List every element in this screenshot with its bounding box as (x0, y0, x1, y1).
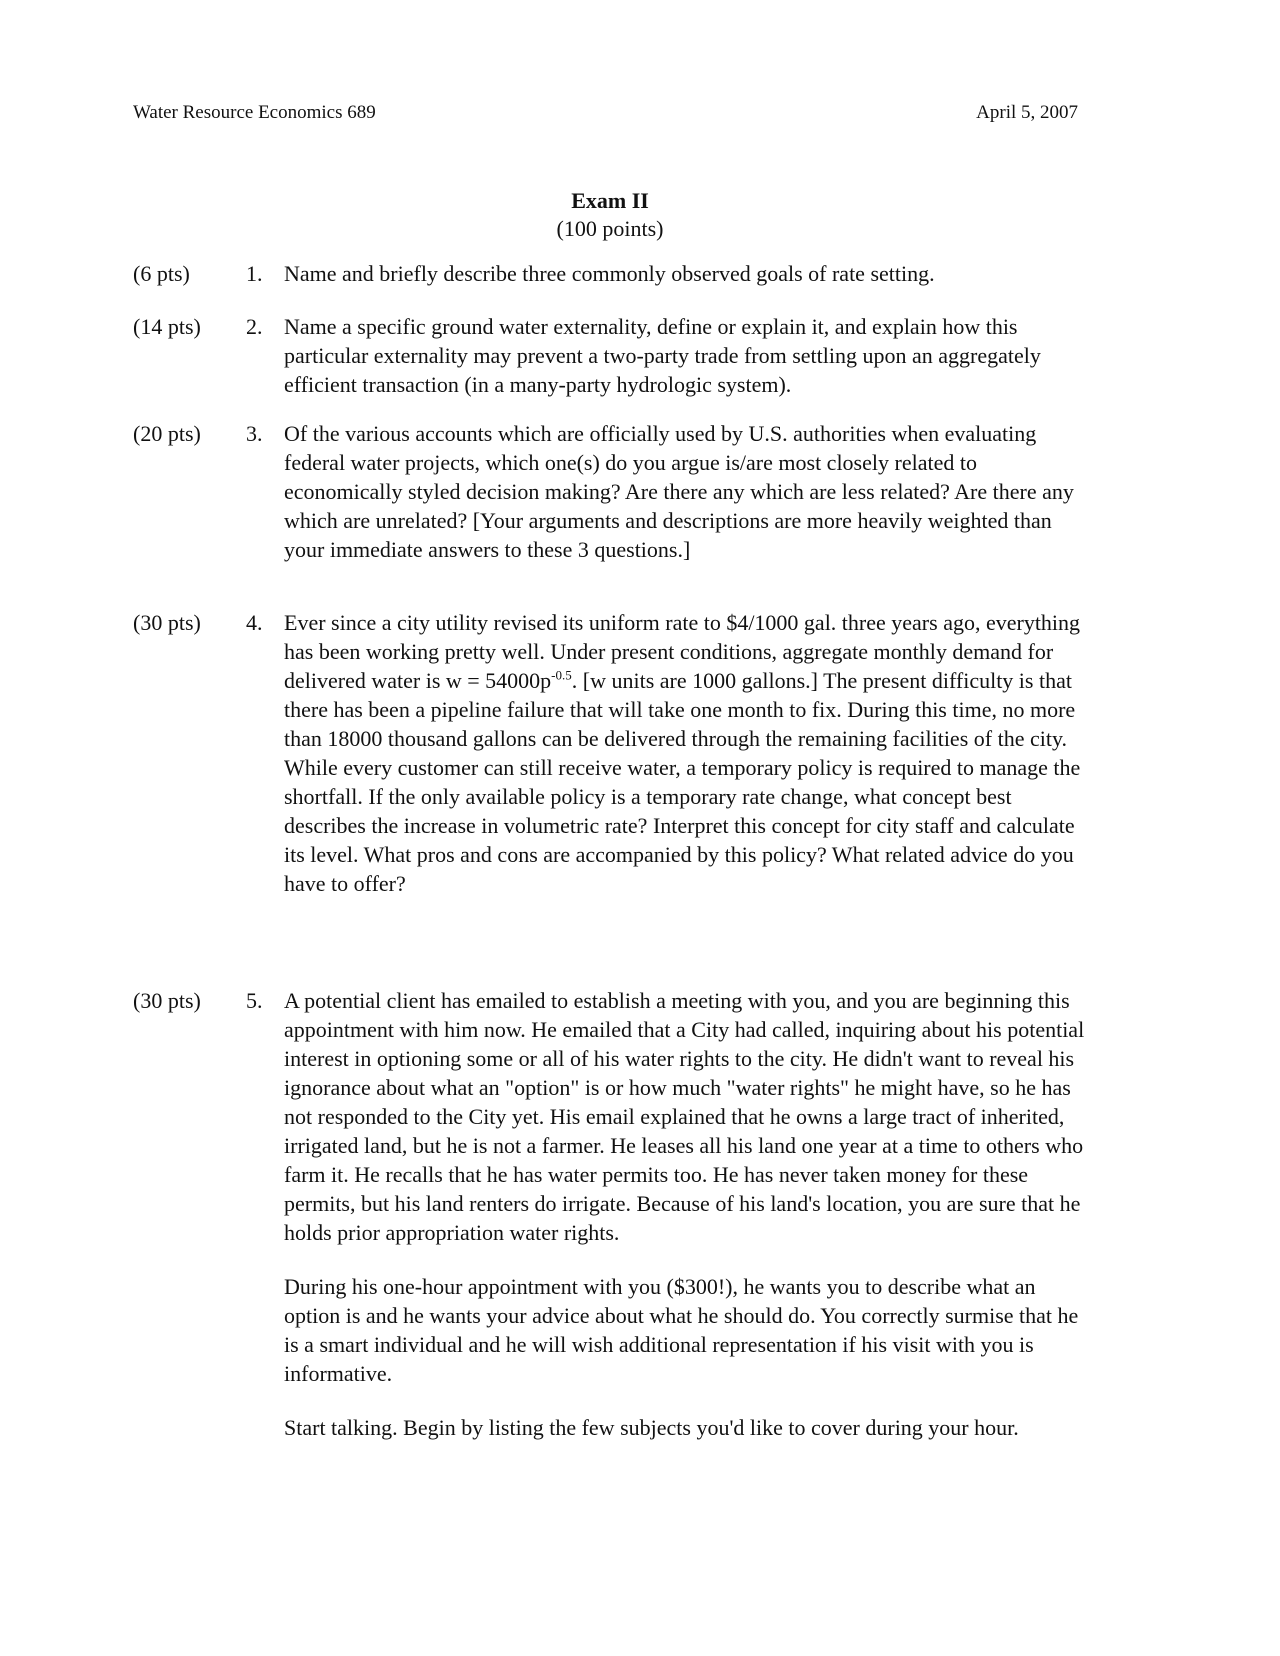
question-text-part: . [w units are 1000 gallons.] The present difficulty is that there has been a pipeline failure that will take one month to fix. During this time, no more than 18000 thousand gallons can be delivered through the remaining facilities of the city. While every customer can still receive water, a temporary policy is required to manage the shortfall. If the only available policy is a temporary rate change, what concept best describes the increase in volumetric rate? Interpret this concept for city staff and calculate its level. What pros and cons are accompanied by this policy? What related advice do you have to offer? (284, 668, 1081, 896)
exam-title: Exam II (571, 188, 649, 213)
exam-date: April 5, 2007 (976, 102, 1078, 123)
question-number: 2. (246, 314, 263, 339)
question-points: (20 pts) (133, 421, 201, 446)
question-number: 5. (246, 988, 263, 1013)
question-paragraph: A potential client has emailed to establish a meeting with you, and you are beginning this appointment with him now. He emailed that a City had called, inquiring about his potential interest in optioning some or all of his water rights to the city. He didn't want to reveal his ignorance about what an "option" is or how much "water rights" he might have, so he has not responded to the City yet. His email explained that he owns a large tract of inherited, irrigated land, but he is not a farmer. He leases all his land one year at a time to others who farm it. He recalls that he has water permits too. He has never taken money for these permits, but his land renters do irrigate. Because of his land's location, you are sure that he holds prior appropriation water rights. (284, 988, 1085, 1245)
course-title: Water Resource Economics 689 (133, 102, 376, 123)
question-text (284, 608, 1094, 898)
exam-total-points: (100 points) (556, 216, 664, 241)
question-number: 4. (246, 610, 263, 635)
question-points: (6 pts) (133, 261, 190, 286)
question-text-part: Ever since a city utility revised its uniform rate to $4/1000 gal. three years ago, everything has been working pretty well. Under present conditions, aggregate monthly demand for delivered water is w = 54000p (284, 610, 1081, 693)
question-text: Of the various accounts which are officially used by U.S. authorities when evaluating federal water projects, which one(s) do you argue is/are most closely related to economically styled decision making? Are there any which are less related? Are there any which are unrelated? [Your arguments and descriptions are more heavily weighted than your immediate answers to these 3 questions.] (284, 421, 1074, 562)
question-points: (30 pts) (133, 610, 201, 635)
question-text: Name a specific ground water externality, define or explain it, and explain how this particular externality may prevent a two-party trade from settling upon an aggregately efficient transaction (in a many-party hydrologic system). (284, 314, 1041, 397)
question-points: (14 pts) (133, 314, 201, 339)
question-text (284, 986, 1094, 1442)
question-number: 3. (246, 421, 263, 446)
question-points: (30 pts) (133, 988, 201, 1013)
question-paragraph: During his one-hour appointment with you ($300!), he wants you to describe what an option is and he wants your advice about what he should do. You correctly surmise that he is a smart individual and he will wish additional representation if his visit with you is informative. (284, 1274, 1079, 1386)
exam-title-block (0, 187, 1220, 243)
question-number: 1. (246, 261, 263, 286)
demand-exponent: -0.5 (551, 667, 572, 683)
question-text: Name and briefly describe three commonly observed goals of rate setting. (284, 261, 935, 286)
question-paragraph: Start talking. Begin by listing the few subjects you'd like to cover during your hour. (284, 1415, 1019, 1440)
